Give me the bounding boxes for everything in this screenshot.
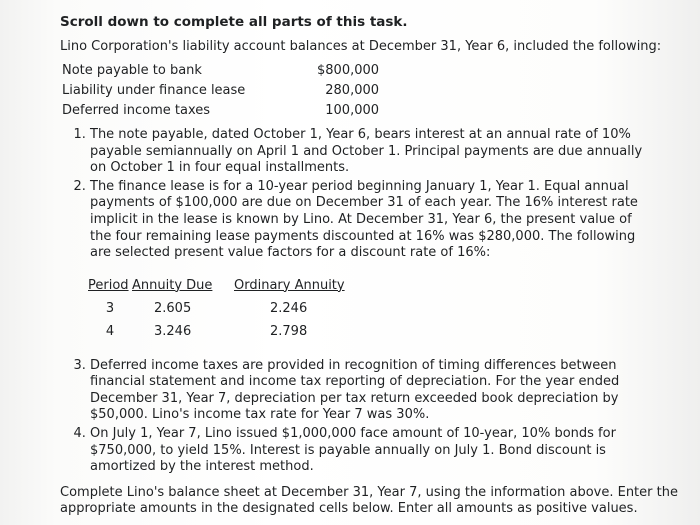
instructions-text: Complete Lino's balance sheet at December 31, Year 7, using the information above. Enter the appropriate amounts in the designated cells below. Enter all amounts as positive values. bbox=[60, 484, 678, 517]
fact-text: The note payable, dated October 1, Year 6, bears interest at an annual rate of 10% payable semiannually on April 1 and October 1. Principal payments are due annually on October 1 in four equal installments. bbox=[90, 127, 643, 176]
balance-row bbox=[62, 83, 379, 103]
fact-item-bonds bbox=[90, 426, 680, 476]
task-heading: Scroll down to complete all parts of this task. bbox=[60, 14, 408, 30]
balance-amount: 280,000 bbox=[325, 83, 380, 98]
balance-label: Note payable to bank bbox=[62, 63, 202, 78]
pv-header: Period bbox=[88, 277, 129, 293]
pv-period: 3 bbox=[105, 301, 115, 317]
balance-label: Deferred income taxes bbox=[62, 103, 211, 118]
balance-label: Liability under finance lease bbox=[62, 83, 246, 98]
pv-ordinary-annuity: 2.798 bbox=[270, 323, 308, 339]
balance-amount: 100,000 bbox=[325, 103, 380, 118]
pv-row bbox=[88, 321, 348, 344]
intro-text: Lino Corporation's liability account balances at December 31, Year 6, included the following: bbox=[60, 39, 662, 54]
pv-period: 4 bbox=[105, 323, 115, 339]
fact-text: The finance lease is for a 10-year period beginning January 1, Year 1. Equal annual payments of $100,000 are due on December 31 of each year. The 16% interest rate implicit in the lease is known by Lino. At December 31, Year 6, the present value of the four remaining lease payments discounted at 16% was $280,000. The following are selected present value factors for a discount rate of 16%: bbox=[90, 178, 638, 261]
fact-text: Deferred income taxes are provided in recognition of timing differences between financial statement and income tax reporting of depreciation. For the year ended December 31, Year 7, depreciation per tax return exceeded book depreciation by $50,000. Lino's income tax rate for Year 7 was 30%. bbox=[90, 357, 620, 423]
pv-ordinary-annuity: 2.246 bbox=[270, 301, 308, 317]
pv-annuity-due: 2.605 bbox=[154, 301, 192, 317]
fact-text: On July 1, Year 7, Lino issued $1,000,000 face amount of 10-year, 10% bonds for $750,000, to yield 15%. Interest is payable annually on July 1. Bond discount is amortized by the interest method. bbox=[90, 425, 616, 475]
problem-content bbox=[60, 14, 680, 518]
balance-row bbox=[62, 63, 379, 83]
balance-row bbox=[62, 103, 379, 123]
facts-list bbox=[60, 127, 680, 476]
fact-item-deferred-taxes bbox=[90, 358, 680, 424]
pv-annuity-due: 3.246 bbox=[154, 323, 192, 339]
pv-header: Ordinary Annuity bbox=[234, 277, 345, 293]
pv-row bbox=[88, 298, 348, 321]
liability-balances-table bbox=[62, 63, 379, 123]
balance-amount: $800,000 bbox=[317, 63, 380, 78]
fact-item-finance-lease bbox=[90, 179, 680, 344]
pv-header: Annuity Due bbox=[132, 277, 213, 293]
fact-item-note-payable bbox=[90, 127, 680, 177]
present-value-factors-table bbox=[88, 278, 348, 344]
pv-header-row bbox=[88, 278, 348, 299]
